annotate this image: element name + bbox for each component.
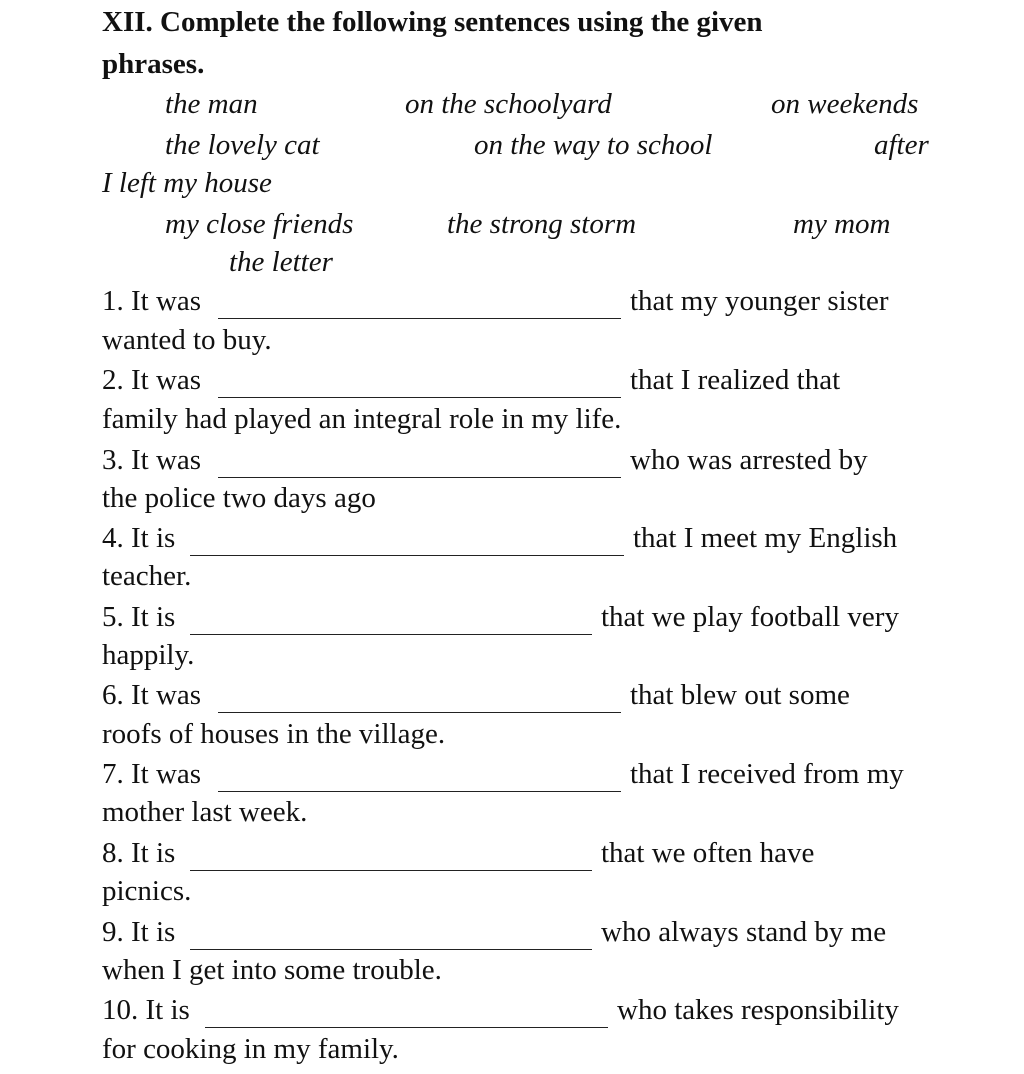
- exercise-title: XII. Complete the following sentences using the given: [102, 6, 763, 38]
- sentence-7-continued: mother last week.: [102, 796, 308, 828]
- sentence-9-start: 9. It is: [102, 916, 176, 948]
- sentence-3-start: 3. It was: [102, 444, 202, 476]
- sentence-8-continued: picnics.: [102, 875, 192, 907]
- phrase-option: on the way to school: [474, 129, 713, 161]
- sentence-4-blank[interactable]: [190, 555, 624, 556]
- sentence-5-continued: happily.: [102, 639, 195, 671]
- sentence-9-blank[interactable]: [190, 949, 592, 950]
- phrase-option: the man: [165, 88, 258, 120]
- phrase-option: my mom: [793, 208, 891, 240]
- sentence-10-start: 10. It is: [102, 994, 190, 1026]
- sentence-3-end: who was arrested by: [630, 444, 868, 476]
- sentence-5-start: 5. It is: [102, 601, 176, 633]
- phrase-option: my close friends: [165, 208, 354, 240]
- sentence-9-end: who always stand by me: [601, 916, 887, 948]
- sentence-4-end: that I meet my English: [633, 522, 898, 554]
- phrase-option-continued: I left my house: [102, 167, 272, 199]
- sentence-6-continued: roofs of houses in the village.: [102, 718, 446, 750]
- phrase-option: on the schoolyard: [405, 88, 612, 120]
- sentence-6-blank[interactable]: [218, 712, 621, 713]
- sentence-3-continued: the police two days ago: [102, 482, 376, 514]
- sentence-4-start: 4. It is: [102, 522, 176, 554]
- sentence-10-blank[interactable]: [205, 1027, 608, 1028]
- sentence-6-end: that blew out some: [630, 679, 850, 711]
- sentence-8-blank[interactable]: [190, 870, 592, 871]
- sentence-2-continued: family had played an integral role in my life.: [102, 403, 622, 435]
- sentence-7-start: 7. It was: [102, 758, 202, 790]
- sentence-10-continued: for cooking in my family.: [102, 1033, 399, 1065]
- sentence-1-start: 1. It was: [102, 285, 202, 317]
- sentence-10-end: who takes responsibility: [617, 994, 899, 1026]
- sentence-8-end: that we often have: [601, 837, 815, 869]
- sentence-1-blank[interactable]: [218, 318, 621, 319]
- phrase-option: the strong storm: [447, 208, 637, 240]
- sentence-1-end: that my younger sister: [630, 285, 889, 317]
- phrase-option: on weekends: [771, 88, 919, 120]
- sentence-7-end: that I received from my: [630, 758, 904, 790]
- sentence-3-blank[interactable]: [218, 477, 621, 478]
- phrase-option: the letter: [229, 246, 333, 278]
- sentence-7-blank[interactable]: [218, 791, 621, 792]
- sentence-2-start: 2. It was: [102, 364, 202, 396]
- phrase-option: after: [874, 129, 929, 161]
- sentence-9-continued: when I get into some trouble.: [102, 954, 442, 986]
- sentence-2-end: that I realized that: [630, 364, 841, 396]
- exercise-title-continued: phrases.: [102, 48, 205, 80]
- sentence-5-blank[interactable]: [190, 634, 592, 635]
- phrase-option: the lovely cat: [165, 129, 320, 161]
- sentence-1-continued: wanted to buy.: [102, 324, 272, 356]
- sentence-6-start: 6. It was: [102, 679, 202, 711]
- sentence-4-continued: teacher.: [102, 560, 192, 592]
- sentence-8-start: 8. It is: [102, 837, 176, 869]
- sentence-2-blank[interactable]: [218, 397, 621, 398]
- sentence-5-end: that we play football very: [601, 601, 899, 633]
